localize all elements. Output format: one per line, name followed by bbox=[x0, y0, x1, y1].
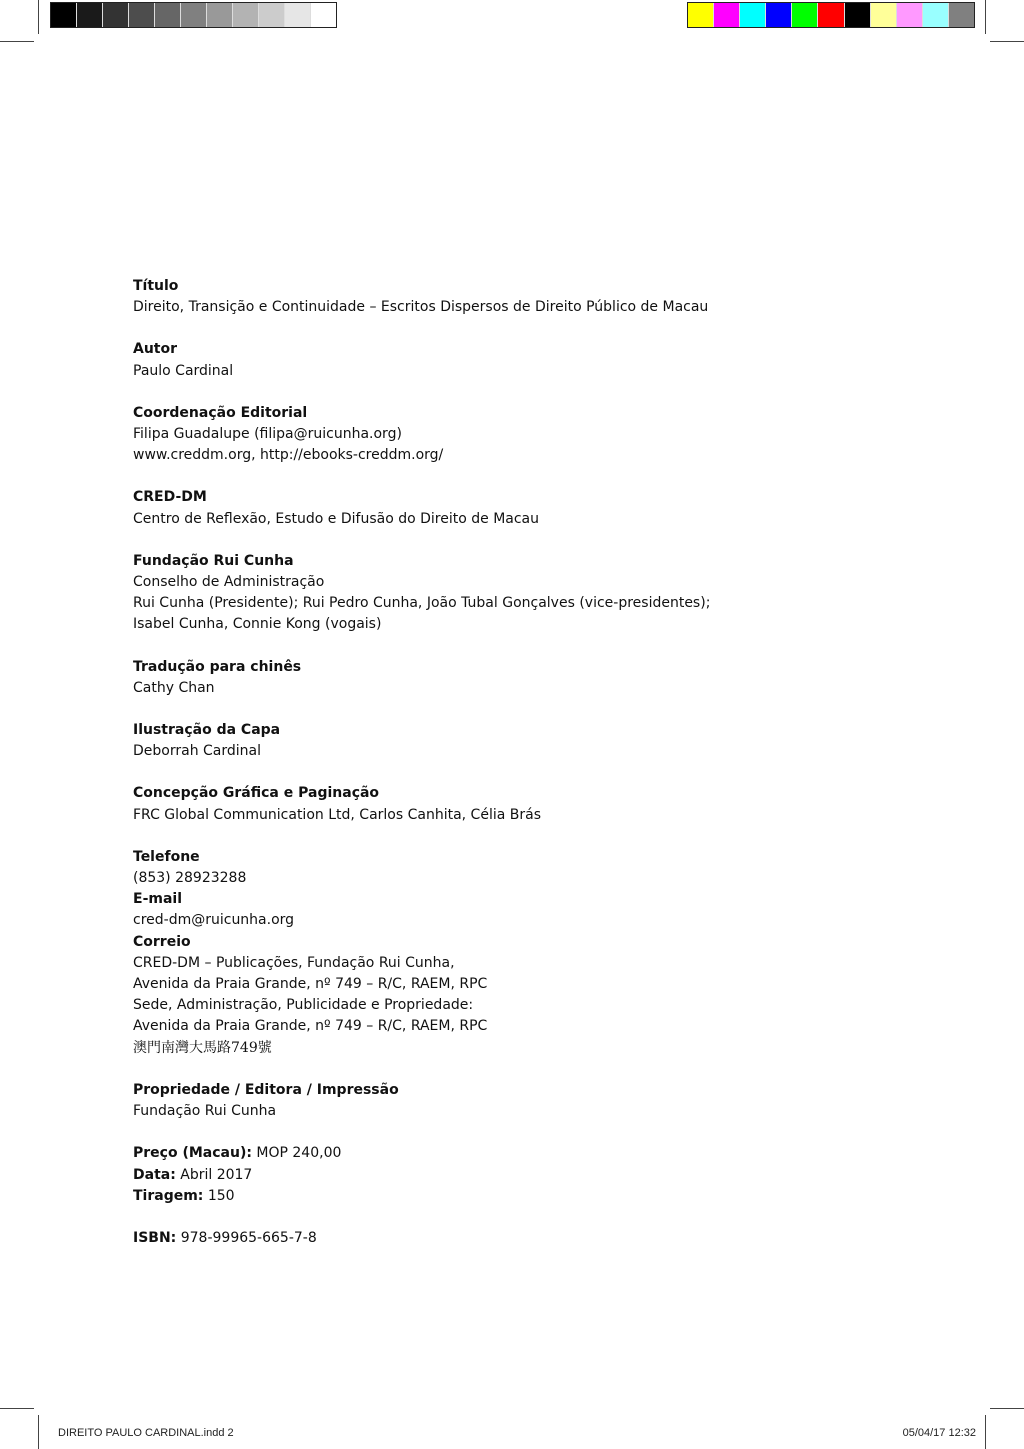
isbn-label: ISBN: bbox=[133, 1229, 177, 1246]
color-swatch bbox=[77, 3, 103, 27]
crop-mark bbox=[38, 1415, 39, 1449]
slug-filename: DIREITO PAULO CARDINAL.indd 2 bbox=[58, 1427, 234, 1439]
fundacao-board: Conselho de Administração bbox=[133, 574, 325, 591]
crop-mark bbox=[990, 41, 1024, 42]
traducao-label: Tradução para chinês bbox=[133, 658, 302, 675]
crop-mark bbox=[0, 41, 34, 42]
color-swatch bbox=[923, 3, 949, 27]
propriedade-label: Propriedade / Editora / Impressão bbox=[133, 1081, 399, 1098]
ilustracao-value: Deborrah Cardinal bbox=[133, 743, 261, 760]
titulo-label: Título bbox=[133, 278, 179, 294]
fundacao-vogais: Isabel Cunha, Connie Kong (vogais) bbox=[133, 616, 382, 633]
color-swatch bbox=[688, 3, 714, 27]
data-row bbox=[133, 1165, 833, 1186]
titulo-value: Direito, Transição e Continuidade – Escritos Dispersos de Direito Público de Macau bbox=[133, 299, 709, 316]
color-swatch bbox=[949, 3, 974, 27]
isbn-value: 978-99965-665-7-8 bbox=[176, 1229, 317, 1246]
color-swatch bbox=[845, 3, 871, 27]
data-value: Abril 2017 bbox=[175, 1166, 253, 1183]
color-swatch bbox=[259, 3, 285, 27]
color-swatch bbox=[311, 3, 336, 27]
coordenacao-contact: Filipa Guadalupe (filipa@ruicunha.org) bbox=[133, 426, 402, 443]
tiragem-label: Tiragem: bbox=[133, 1187, 204, 1204]
preco-row bbox=[133, 1143, 833, 1164]
color-swatch bbox=[740, 3, 766, 27]
tiragem-row bbox=[133, 1186, 833, 1207]
correio-chinese-address: 澳門南灣大馬路749號 bbox=[133, 1039, 272, 1056]
color-swatch bbox=[233, 3, 259, 27]
concepcao-value: FRC Global Communication Ltd, Carlos Canhita, Célia Brás bbox=[133, 806, 541, 823]
crop-mark bbox=[985, 1415, 986, 1449]
fundacao-members: Rui Cunha (Presidente); Rui Pedro Cunha, João Tubal Gonçalves (vice-presidentes); bbox=[133, 595, 711, 612]
slug-timestamp: 05/04/17 12:32 bbox=[902, 1427, 976, 1439]
color-swatch bbox=[181, 3, 207, 27]
color-swatch bbox=[792, 3, 818, 27]
color-swatch bbox=[871, 3, 897, 27]
color-swatch bbox=[129, 3, 155, 27]
email-label: E-mail bbox=[133, 891, 183, 908]
colophon bbox=[133, 276, 833, 1249]
correio-line: Avenida da Praia Grande, nº 749 – R/C, RAEM, RPC bbox=[133, 1018, 488, 1035]
cred-label: CRED-DM bbox=[133, 489, 207, 506]
isbn-row bbox=[133, 1228, 833, 1249]
autor-value: Paulo Cardinal bbox=[133, 362, 234, 379]
coordenacao-label: Coordenação Editorial bbox=[133, 404, 308, 421]
correio-line: Avenida da Praia Grande, nº 749 – R/C, RAEM, RPC bbox=[133, 976, 488, 993]
color-swatch bbox=[818, 3, 844, 27]
correio-line: Sede, Administração, Publicidade e Propriedade: bbox=[133, 997, 474, 1014]
color-swatch bbox=[766, 3, 792, 27]
ilustracao-label: Ilustração da Capa bbox=[133, 722, 281, 739]
crop-mark bbox=[0, 1408, 34, 1409]
cred-value: Centro de Reflexão, Estudo e Difusão do Direito de Macau bbox=[133, 510, 540, 527]
crop-mark bbox=[990, 1408, 1024, 1409]
preco-value: MOP 240,00 bbox=[251, 1145, 342, 1162]
traducao-value: Cathy Chan bbox=[133, 679, 215, 696]
color-swatch bbox=[897, 3, 923, 27]
crop-mark bbox=[985, 0, 986, 34]
color-swatch bbox=[103, 3, 129, 27]
telefone-value: (853) 28923288 bbox=[133, 870, 247, 887]
concepcao-label: Concepção Gráfica e Paginação bbox=[133, 785, 380, 802]
correio-label: Correio bbox=[133, 933, 191, 950]
crop-mark bbox=[38, 0, 39, 34]
telefone-label: Telefone bbox=[133, 848, 200, 865]
data-label: Data: bbox=[133, 1166, 176, 1183]
grayscale-color-bar bbox=[50, 2, 337, 28]
color-swatch bbox=[155, 3, 181, 27]
correio-line: CRED-DM – Publicações, Fundação Rui Cunha, bbox=[133, 954, 455, 971]
coordenacao-websites: www.creddm.org, http://ebooks-creddm.org/ bbox=[133, 447, 444, 464]
color-swatch bbox=[51, 3, 77, 27]
propriedade-value: Fundação Rui Cunha bbox=[133, 1103, 277, 1120]
color-swatch bbox=[285, 3, 311, 27]
fundacao-label: Fundação Rui Cunha bbox=[133, 552, 294, 569]
color-swatch bbox=[714, 3, 740, 27]
autor-label: Autor bbox=[133, 341, 178, 358]
email-value: cred-dm@ruicunha.org bbox=[133, 912, 295, 929]
tiragem-value: 150 bbox=[203, 1187, 235, 1204]
preco-label: Preço (Macau): bbox=[133, 1145, 252, 1162]
process-color-bar bbox=[687, 2, 975, 28]
color-swatch bbox=[207, 3, 233, 27]
